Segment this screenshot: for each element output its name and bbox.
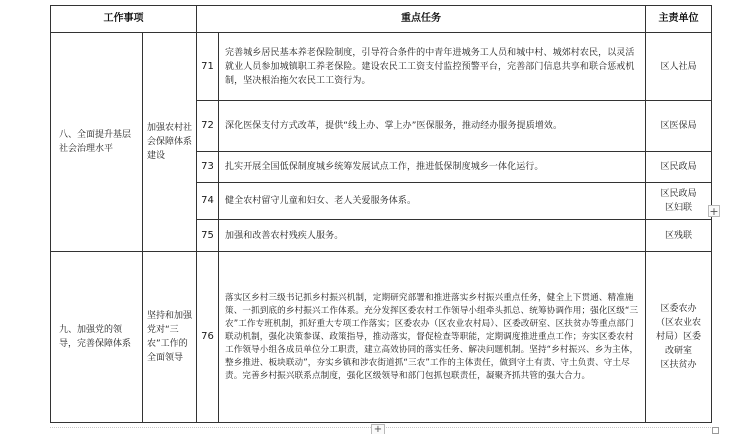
unit-cell: 区民政局 区妇联 bbox=[646, 183, 712, 220]
subcategory-cell: 坚持和加强党对“三农”工作的全面领导 bbox=[143, 252, 197, 423]
task-cell: 落实区乡村三级书记抓乡村振兴机制，定期研究部署和推进落实乡村振兴重点任务，健全上下贯通、精准施策、一抓到底的乡村振兴工作体系。充分发挥区委农村工作领导小组牵头抓总、统筹协调作用；强化区级“三农”工作专班机制，抓好重大专项工作落实；区委农办（区农业农村局）、区委改研室、区扶贫办等重点部门联动机制，强化决策参谋、政策指导，推动落实，督促检查等职能，定期调度推进重点工作；夯实区委农村工作领导小组各成员单位分工职责，建立高效协同的落实任务、解决问题机制。坚持“乡村振兴、乡为主体，整乡推进、板块联动”，夯实乡镇和涉农街道抓“三农”工作的主体责任，做到守土有责、守土负责、守土尽责。完善乡村振兴联系点制度，强化区级领导和部门包抓包联责任，凝聚齐抓共管的强大合力。 bbox=[219, 252, 646, 423]
row-number: 76 bbox=[197, 252, 219, 423]
task-cell: 完善城乡居民基本养老保险制度，引导符合条件的中青年进城务工人员和城中村、城郊村农民，以灵活就业人员参加城镇职工养老保险。建设农民工工资支付监控预警平台，完善部门信息共享和联合惩戒机制，坚决根治拖欠农民工工资行为。 bbox=[219, 33, 646, 101]
task-cell: 扎实开展全国低保制度城乡统筹发展试点工作，推进低保制度城乡一体化运行。 bbox=[219, 152, 646, 183]
table-header-row bbox=[51, 6, 712, 33]
table-row bbox=[51, 33, 712, 101]
header-matter: 工作事项 bbox=[51, 6, 197, 33]
row-number: 71 bbox=[197, 33, 219, 101]
task-cell: 加强和改善农村残疾人服务。 bbox=[219, 220, 646, 252]
row-number: 73 bbox=[197, 152, 219, 183]
subcategory-cell: 加强农村社会保障体系建设 bbox=[143, 33, 197, 252]
header-task: 重点任务 bbox=[197, 6, 646, 33]
table-expand-right-button[interactable]: + bbox=[709, 205, 719, 218]
unit-cell: 区残联 bbox=[646, 220, 712, 252]
unit-cell: 区委农办（区农业农村局）区委改研室 区扶贫办 bbox=[646, 252, 712, 423]
task-cell: 深化医保支付方式改革，提供“线上办、掌上办”医保服务，推动经办服务提质增效。 bbox=[219, 101, 646, 152]
unit-cell: 区民政局 bbox=[646, 152, 712, 183]
unit-cell: 区医保局 bbox=[646, 101, 712, 152]
category-cell: 八、全面提升基层社会治理水平 bbox=[51, 33, 143, 252]
row-number: 72 bbox=[197, 101, 219, 152]
table-row bbox=[51, 252, 712, 423]
row-number: 74 bbox=[197, 183, 219, 220]
table-resize-handle[interactable] bbox=[712, 427, 719, 434]
unit-cell: 区人社局 bbox=[646, 33, 712, 101]
category-cell: 九、加强党的领导，完善保障体系 bbox=[51, 252, 143, 423]
task-cell: 健全农村留守儿童和妇女、老人关爱服务体系。 bbox=[219, 183, 646, 220]
task-table bbox=[50, 5, 712, 423]
header-unit: 主责单位 bbox=[646, 6, 712, 33]
table-expand-down-button[interactable]: + bbox=[371, 424, 385, 434]
row-number: 75 bbox=[197, 220, 219, 252]
page-top-edge bbox=[0, 0, 749, 4]
